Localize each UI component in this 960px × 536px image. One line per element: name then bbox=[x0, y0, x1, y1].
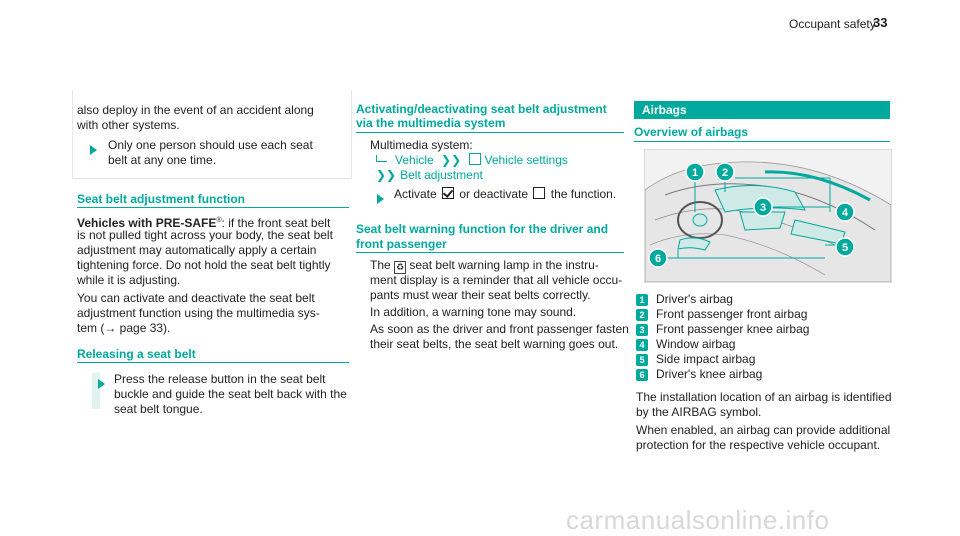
legend-item bbox=[636, 367, 762, 382]
heading-releasing-seat-belt: Releasing a seat belt bbox=[77, 347, 196, 361]
chevron-right-icon: ❯❯ bbox=[441, 153, 462, 167]
svg-text:6: 6 bbox=[654, 253, 662, 265]
note-line-2: with other systems. bbox=[77, 118, 180, 132]
legend-label: Front passenger knee airbag bbox=[656, 322, 810, 336]
function-text: the function. bbox=[550, 187, 617, 201]
registered-mark: ® bbox=[216, 217, 222, 224]
seat-belt-warning-icon: ♻ bbox=[395, 262, 405, 272]
callout-5 bbox=[836, 238, 854, 256]
heading-rule bbox=[77, 362, 349, 363]
legend-number: 5 bbox=[636, 354, 648, 366]
activate-instruction bbox=[394, 187, 616, 202]
heading-rule bbox=[356, 252, 624, 253]
nav-belt-adjustment[interactable]: Belt adjustment bbox=[400, 168, 483, 182]
body2-line-3[interactable]: tem (→ page 33). bbox=[77, 321, 171, 335]
running-header: Occupant safety bbox=[789, 17, 876, 31]
legend-item bbox=[636, 337, 735, 352]
vehicles-with-label: Vehicles with PRE-SAFE bbox=[77, 216, 217, 230]
fasten-line-1: As soon as the driver and front passenger fasten bbox=[370, 322, 629, 336]
release-line-2: buckle and guide the seat belt back with the bbox=[114, 387, 347, 401]
warning-line-1 bbox=[370, 258, 599, 274]
body1-line-3: tightening force. Do not hold the seat belt tightly bbox=[77, 258, 331, 272]
release-line-3: seat belt tongue. bbox=[114, 402, 203, 416]
car-interior-diagram bbox=[645, 150, 891, 282]
activate-text: Activate bbox=[394, 187, 437, 201]
svg-text:2: 2 bbox=[721, 167, 729, 179]
legend-item bbox=[636, 292, 733, 307]
install-line-2: by the AIRBAG symbol. bbox=[636, 405, 762, 419]
legend-label: Window airbag bbox=[656, 337, 736, 351]
svg-text:3: 3 bbox=[759, 202, 767, 214]
bullet-arrow-icon bbox=[98, 375, 105, 393]
legend-number: 2 bbox=[636, 309, 648, 321]
install-line-1: The installation location of an airbag is identified bbox=[636, 390, 892, 404]
legend-item bbox=[636, 307, 807, 322]
warning-line-3: pants must wear their seat belts correctly. bbox=[370, 288, 591, 302]
bullet-arrow-icon bbox=[377, 190, 384, 208]
addition-line: In addition, a warning tone may sound. bbox=[370, 305, 577, 319]
nav-vehicle-settings[interactable]: Vehicle settings bbox=[484, 153, 568, 167]
legend-label: Front passenger front airbag bbox=[656, 307, 808, 321]
callout-1 bbox=[686, 163, 704, 181]
legend-item bbox=[636, 352, 755, 367]
chevron-right-icon: ❯❯ bbox=[376, 168, 397, 182]
legend-label: Driver's knee airbag bbox=[656, 367, 763, 381]
heading-warning-line-2: front passenger bbox=[356, 237, 447, 251]
legend-item bbox=[636, 322, 809, 337]
checkbox-empty-icon bbox=[533, 187, 545, 199]
warning-the: The bbox=[370, 258, 391, 272]
legend-number: 4 bbox=[636, 339, 648, 351]
multimedia-label: Multimedia system: bbox=[370, 138, 473, 152]
heading-overview-airbags: Overview of airbags bbox=[634, 125, 749, 139]
warning-rest: seat belt warning lamp in the instru- bbox=[409, 258, 599, 272]
return-arrow-icon bbox=[376, 155, 387, 162]
legend-label: Side impact airbag bbox=[656, 352, 756, 366]
heading-activating-line-2: via the multimedia system bbox=[356, 116, 506, 130]
callout-2 bbox=[716, 163, 734, 181]
svg-text:1: 1 bbox=[691, 167, 699, 179]
car-settings-icon bbox=[469, 153, 481, 165]
callout-3 bbox=[754, 198, 772, 216]
callout-4 bbox=[836, 203, 854, 221]
note-bullet-line-1: Only one person should use each seat bbox=[108, 138, 313, 152]
release-line-1: Press the release button in the seat belt bbox=[114, 372, 326, 386]
svg-text:4: 4 bbox=[841, 207, 849, 219]
heading-rule bbox=[634, 141, 890, 142]
banner-title: Airbags bbox=[642, 103, 687, 117]
vehicles-rest: : if the front seat belt bbox=[221, 216, 331, 230]
body1-line-4: while it is adjusting. bbox=[77, 273, 181, 287]
airbags-banner bbox=[634, 101, 890, 119]
legend-number: 1 bbox=[636, 294, 648, 306]
legend-number: 3 bbox=[636, 324, 648, 336]
nav-path-line-1 bbox=[376, 153, 568, 168]
heading-rule bbox=[356, 132, 624, 133]
legend-number: 6 bbox=[636, 369, 648, 381]
protect-line-1: When enabled, an airbag can provide additional bbox=[636, 423, 891, 437]
body1-line-2: adjustment may automatically apply a certain bbox=[77, 243, 317, 257]
heading-activating-line-1: Activating/deactivating seat belt adjustment bbox=[356, 102, 607, 116]
body2-line-1: You can activate and deactivate the seat belt bbox=[77, 291, 315, 305]
legend-label: Driver's airbag bbox=[656, 292, 733, 306]
checkbox-checked-icon bbox=[442, 187, 454, 199]
note-line-1: also deploy in the event of an accident along bbox=[77, 103, 314, 117]
nav-path-line-2 bbox=[376, 168, 483, 183]
watermark: carmanualsonline.info bbox=[566, 505, 830, 535]
heading-warning-line-1: Seat belt warning function for the driver and bbox=[356, 222, 609, 236]
heading-seat-belt-adjustment: Seat belt adjustment function bbox=[77, 192, 246, 206]
note-bullet-line-2: belt at any one time. bbox=[108, 153, 217, 167]
bullet-arrow-icon bbox=[90, 141, 97, 159]
nav-vehicle[interactable]: Vehicle bbox=[395, 153, 434, 167]
svg-text:5: 5 bbox=[841, 242, 849, 254]
protect-line-2: protection for the respective vehicle occupant. bbox=[636, 438, 881, 452]
body2-line-2: adjustment function using the multimedia sys- bbox=[77, 306, 320, 320]
fasten-line-2: their seat belts, the seat belt warning goes out. bbox=[370, 337, 619, 351]
page-number: 33 bbox=[873, 15, 888, 30]
airbag-illustration bbox=[644, 149, 892, 283]
warning-line-2: ment display is a reminder that all vehicle occu- bbox=[370, 273, 623, 287]
body1-line-1: is not pulled tight across your body, the seat belt bbox=[77, 228, 333, 242]
heading-rule bbox=[77, 207, 349, 208]
callout-6 bbox=[649, 249, 667, 267]
deactivate-text: or deactivate bbox=[459, 187, 529, 201]
